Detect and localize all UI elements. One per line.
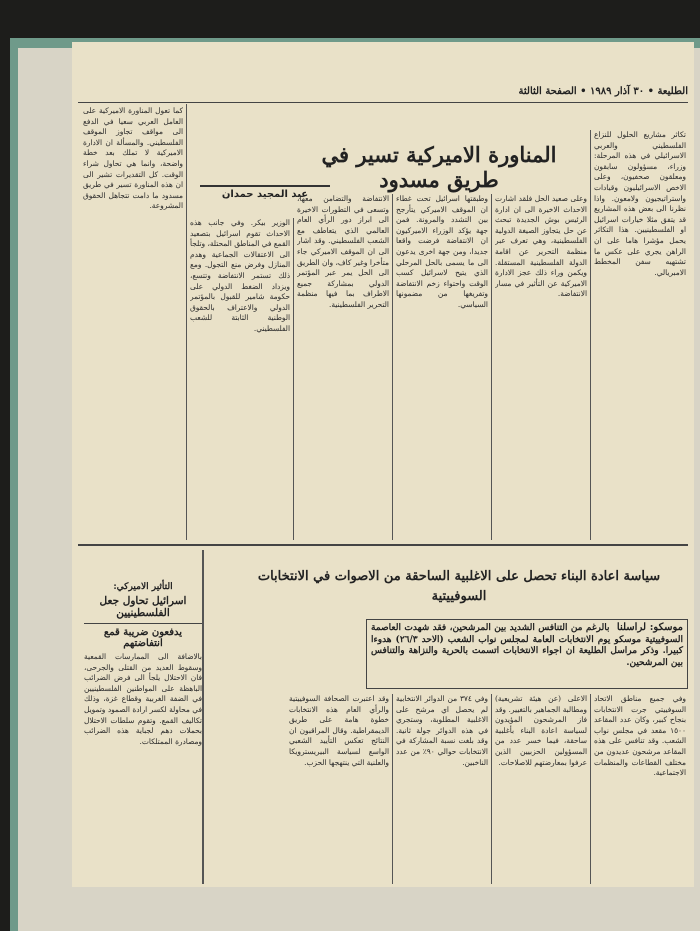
- side-box-text: بالاضافة الى الممارسات القمعية وسقوط العديد من القتلى والجرحى، فان الاحتلال يلجأ الى فرض الضرائب الباهظة على المواطنين الفلسطينيين في الضفة الغربية وقطاع غزة، وذلك في محاولة لكسر ارادة الصمود وتمويل تكاليف القمع. وتقوم سلطات الاحتلال بحملات دهم لجباية هذه الضرائب ومصادرة الممتلكات.: [84, 652, 202, 746]
- column-divider: [186, 104, 187, 540]
- column-divider: [590, 130, 591, 540]
- column-divider: [392, 194, 393, 540]
- article2-column-2: الاعلى (عن هيئة تشريعية) ومطالبة الجماهير بالتغيير. وقد فاز المرشحون المؤيدون لسياسة اعادة البناء بأغلبية ساحقة، فيما خسر عدد من المسؤولين الحزبيين الذين عرفوا بمعارضتهم للاصلاحات.: [495, 694, 587, 767]
- article1-column-2: وعلى صعيد الحل فلقد اشارت الاحداث الاخيرة الى ان ادارة الرئيس بوش الجديدة تبحث عن حل يتجاوز الصيغة الدولية الفلسطينية، وهي تعرف عبر منظمة التحرير عن اقامة الدولة الفلسطينية المستقلة. ويكمن وراء ذلك عجز الادارة الاميركية عن التأثير في مسار الانتفاضة.: [495, 194, 587, 299]
- article2-dateline: موسكو: لراسلنا: [616, 622, 684, 633]
- section-divider: [78, 544, 688, 546]
- box-divider: [202, 550, 204, 884]
- article2-headline: سياسة اعادة البناء تحصل على الاغلبية الساحقة من الاصوات في الانتخابات السوفييتية: [257, 569, 661, 604]
- article1-headline: المناورة الاميركية تسير في طريق مسدود: [321, 142, 557, 192]
- side-box-title-1: اسرائيل تحاول جعل الفلسطينيين: [99, 595, 187, 619]
- masthead: [78, 86, 688, 103]
- newspaper-clipping: [72, 42, 694, 887]
- column-divider: [491, 694, 492, 884]
- column-divider: [590, 694, 591, 884]
- article2-column-4: وقد اعتبرت الصحافة السوفييتية والرأي العام هذه الانتخابات خطوة هامة على طريق الديمقراطية. وقال المراقبون ان النتائج تعكس التأييد الشعبي الواسع لسياسة البيريسترويكا والعلنية التي ينتهجها الحزب.: [289, 694, 389, 767]
- article1-byline: عبد المجيد حمدان: [200, 185, 330, 200]
- column-divider: [392, 694, 393, 884]
- article1-column-1: تكاثر مشاريع الحلول للنزاع الفلسطيني والعربي الاسرائيلي في هذه المرحلة: وزراء، مسؤولون سابقون ومعلقون صحفيون، وعلى الاخص الاسرائيليون وقيادات واستراتيجيون ولامعون. واذا نظرنا الى بعض هذه المشاريع قد يتفق مثلا خيارات اسرائيل او الفلسطينيين. هذا التكاثر يحمل مؤشرا هاما على ان الراهن يجري على عكس ما تشتهيه سفن المخطط الامبريالي.: [594, 130, 686, 277]
- article1-column-3: وطبقتها اسرائيل تحت غطاء ان الموقف الاميركي يتأرجح بين التشدد والمرونة. فمن جهة يؤكد الوزراء الاميركيون ان الانتفاضة فرضت واقعا جديدا، ومن جهة اخرى يدعون الى ما يسمى بالحل المرحلي الذي يتيح لاسرائيل كسب الوقت واحتواء زخم الانتفاضة وتفريغها من مضمونها السياسي.: [396, 194, 488, 309]
- column-divider: [293, 218, 294, 540]
- article2-column-3: وفي ٣٧٤ من الدوائر الانتخابية لم يحصل اي مرشح على الاغلبية المطلوبة، وستجري في هذه الدوائر جولة ثانية. وقد بلغت نسبة المشاركة في الانتخابات حوالي ٩٠٪ من عدد الناخبين.: [396, 694, 488, 767]
- side-box-kicker: التأثير الاميركي:: [113, 582, 173, 592]
- article2-lead-box: [366, 619, 688, 689]
- article2-column-1: وفي جميع مناطق الاتحاد السوفييتي جرت الانتخابات بنجاح كبير، وكان عدد المقاعد ١٥٠٠ مقعد في مجلس نواب الشعب. وقد تنافس على هذه المقاعد مرشحون عديدون من مختلف القطاعات والمنظمات الاجتماعية.: [594, 694, 686, 778]
- side-box-title-2: يدفعون ضريبة قمع انتفاضتهم: [84, 623, 202, 649]
- side-box-headline: [84, 582, 202, 649]
- article1-column-5: الوزير بيكر. وفي جانب هذه الاحداث تقوم اسرائيل بتصعيد القمع في المناطق المحتلة، وتلجأ الى الاعتقالات الجماعية وهدم المنازل وفرض منع التجول. ومع ذلك تستمر الانتفاضة وتتسع، ويزداد الضغط الدولي على حكومة شامير للقبول بالمؤتمر الدولي والاعتراف بالحقوق الوطنية الثابتة للشعب الفلسطيني.: [190, 218, 290, 333]
- column-divider: [491, 194, 492, 540]
- article2-lead-text: بالرغم من التنافس الشديد بين المرشحين، فقد شهدت العاصمة السوفييتية موسكو يوم الانتخابات العامة لمجلس نواب الشعب (الاحد ٢٦/٣) هدوءا كبيرا. وذكر مراسل الطليعة ان اجواء الانتخابات اتسمت بالحرية والنزاهة والتنافس بين المرشحين.: [371, 623, 683, 668]
- article1-column-6: كما تعول المناورة الاميركية على العامل العربي سعيا في الدفع الى مواقف تجاوز الموقف الفلسطيني. والمسألة ان الادارة الاميركية لا تملك بعد خطة واضحة، وانما هي تحاول شراء الوقت. كل التقديرات تشير الى ان هذه المناورة تسير في طريق مسدود ما دامت تتجاهل الحقوق المشروعة.: [83, 106, 183, 211]
- masthead-text: الطليعة • ٣٠ آذار ١٩٨٩ • الصفحة الثالثة: [518, 86, 688, 97]
- article1-column-4: الانتفاضة والتضامن معها، وتسعى في التطورات الاخيرة الى ابراز دور الرأي العام العالمي الذي يتعاطف مع الشعب الفلسطيني. وقد اشار الى ان الموقف الاميركي جاء متأخرا وغير كاف، وان الطريق الى الحل يمر عبر المؤتمر الدولي بمشاركة جميع الاطراف بما فيها منظمة التحرير الفلسطينية.: [297, 194, 389, 309]
